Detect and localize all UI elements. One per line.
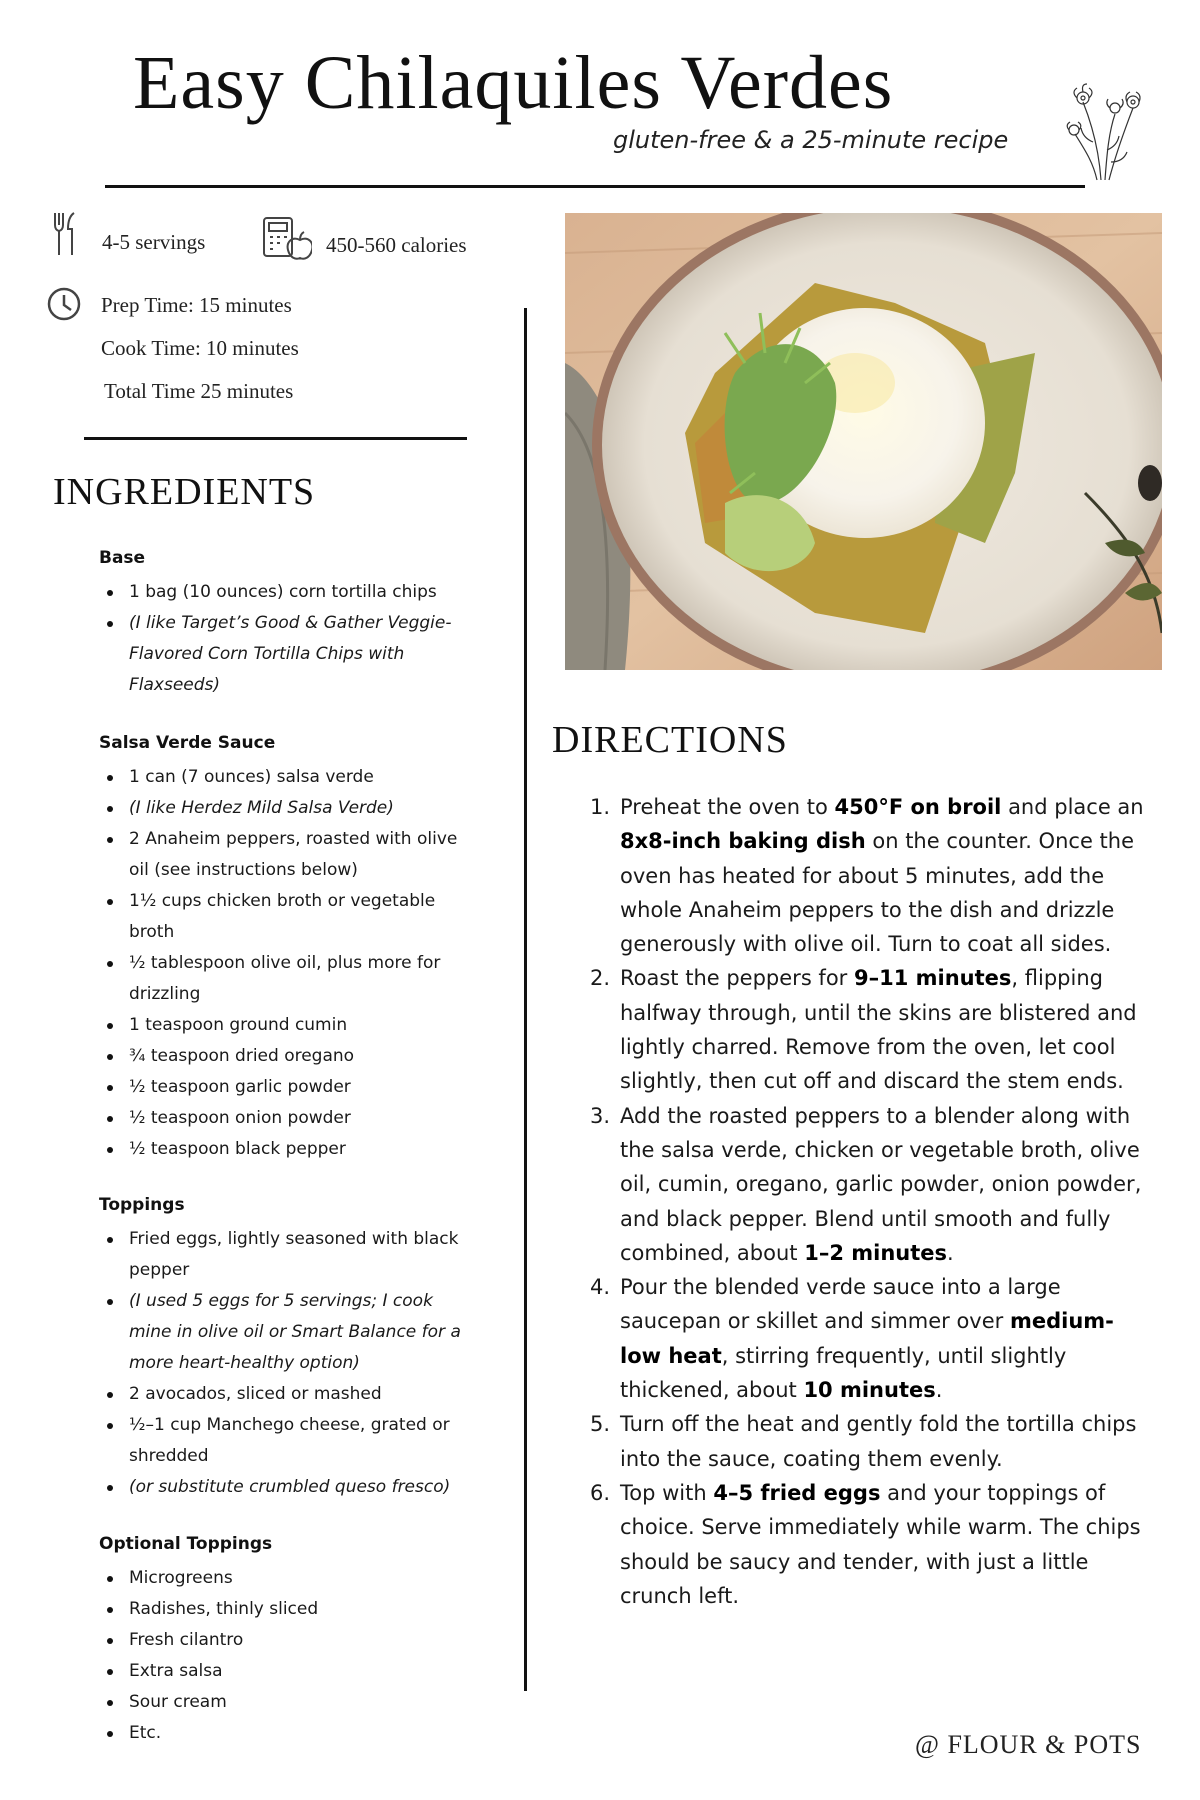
calculator-apple-icon: [262, 216, 312, 262]
step-emphasis: 450°F on broil: [834, 795, 1002, 819]
ingredient-item: Fresh cilantro: [99, 1625, 479, 1656]
direction-step: [590, 1407, 1150, 1476]
step-text: Preheat the oven to: [620, 795, 835, 819]
step-emphasis: 10 minutes: [803, 1378, 936, 1403]
ingredient-group: [99, 547, 479, 701]
ingredient-item: ½ tablespoon olive oil, plus more for drizzling: [99, 948, 479, 1010]
direction-step: [590, 961, 1150, 1098]
ingredient-group: [99, 1194, 479, 1503]
step-text: Roast the peppers for: [620, 966, 854, 991]
ingredient-note: (I used 5 eggs for 5 servings; I cook mine in olive oil or Smart Balance for a more heart-healthy option): [99, 1286, 479, 1379]
recipe-subtitle: gluten-free & a 25-minute recipe: [613, 126, 1009, 154]
ingredient-items: [99, 577, 479, 701]
ingredients-heading: INGREDIENTS: [53, 471, 316, 513]
ingredient-item: ½ teaspoon onion powder: [99, 1103, 479, 1134]
ingredient-item: ½–1 cup Manchego cheese, grated or shredded: [99, 1410, 479, 1472]
step-text: , flipping halfway through, until the skins are blistered and lightly charred. Remove from the oven, let cool slightly, then cut off and discard the stem ends.: [620, 966, 1137, 1094]
column-divider: [524, 308, 527, 1691]
clock-icon: [46, 286, 82, 322]
directions-list: [590, 790, 1150, 1613]
direction-step: [590, 1476, 1150, 1613]
brand-credit: @ FLOUR & POTS: [915, 1730, 1142, 1759]
step-emphasis: 4–5 fried eggs: [713, 1480, 881, 1505]
ingredient-group-title: Salsa Verde Sauce: [99, 733, 276, 753]
ingredient-item: Etc.: [99, 1718, 479, 1749]
ingredient-items: [99, 762, 479, 1165]
fork-knife-icon: [52, 211, 78, 257]
chilaquiles-photo: [565, 213, 1162, 670]
step-number: 2.: [590, 966, 611, 991]
ingredient-item: 1 teaspoon ground cumin: [99, 1010, 479, 1041]
ingredient-item: 2 avocados, sliced or mashed: [99, 1379, 479, 1410]
ingredient-item: ¾ teaspoon dried oregano: [99, 1041, 479, 1072]
direction-step: [590, 1270, 1150, 1407]
direction-step: [590, 790, 1150, 961]
step-text: Top with: [620, 1480, 714, 1505]
step-text: and place an: [1001, 795, 1144, 819]
meta-divider: [84, 437, 467, 440]
step-number: 6.: [590, 1480, 611, 1505]
step-text: on the counter. Once the oven has heated for about 5 minutes, add the whole Anaheim peppers to the dish and drizzle generously with olive oil. Turn to coat all sides.: [620, 829, 1135, 957]
ingredient-item: ½ teaspoon garlic powder: [99, 1072, 479, 1103]
ingredient-item: ½ teaspoon black pepper: [99, 1134, 479, 1165]
ingredient-item: Microgreens: [99, 1563, 479, 1594]
step-emphasis: 1–2 minutes: [804, 1240, 947, 1265]
ingredient-group-title: Toppings: [99, 1195, 185, 1215]
ingredient-note: (I like Herdez Mild Salsa Verde): [99, 793, 479, 824]
ingredient-group-title: Base: [99, 548, 146, 568]
step-emphasis: 8x8-inch baking dish: [620, 829, 866, 854]
calories-text: 450-560 calories: [326, 233, 467, 257]
directions-heading: DIRECTIONS: [552, 719, 788, 761]
step-number: 3.: [590, 1103, 611, 1128]
ingredient-note: (I like Target’s Good & Gather Veggie-Flavored Corn Tortilla Chips with Flaxseeds): [99, 608, 479, 701]
direction-step: [590, 1099, 1150, 1270]
ingredient-item: Radishes, thinly sliced: [99, 1594, 479, 1625]
ingredient-item: 1 bag (10 ounces) corn tortilla chips: [99, 577, 479, 608]
servings-text: 4-5 servings: [102, 230, 206, 254]
ingredient-note: (or substitute crumbled queso fresco): [99, 1472, 479, 1503]
step-text: , stirring frequently, until slightly thickened, about: [620, 1343, 1067, 1403]
ingredient-items: [99, 1563, 479, 1749]
ingredient-group: [99, 1533, 479, 1749]
ingredient-item: 1 can (7 ounces) salsa verde: [99, 762, 479, 793]
step-text: Pour the blended verde sauce into a large saucepan or skillet and simmer over: [620, 1275, 1061, 1334]
ingredient-items: [99, 1224, 479, 1503]
ingredient-item: Sour cream: [99, 1687, 479, 1718]
step-emphasis: medium-low heat: [620, 1309, 1114, 1368]
step-text: Turn off the heat and gently fold the tortilla chips into the sauce, coating them evenly.: [620, 1412, 1137, 1471]
ingredient-item: Fried eggs, lightly seasoned with black pepper: [99, 1224, 479, 1286]
prep-time-text: Prep Time: 15 minutes: [101, 293, 292, 317]
ingredient-item: 1½ cups chicken broth or vegetable broth: [99, 886, 479, 948]
cook-time-text: Cook Time: 10 minutes: [101, 336, 299, 360]
step-text: Add the roasted peppers to a blender along with the salsa verde, chicken or vegetable broth, olive oil, cumin, oregano, garlic powder, onion powder, and black pepper. Blend until smooth and fully combined, about: [620, 1103, 1142, 1265]
step-text: .: [935, 1378, 943, 1403]
ingredient-item: Extra salsa: [99, 1656, 479, 1687]
wildflowers-illustration: [1063, 72, 1143, 182]
step-emphasis: 9–11 minutes: [853, 966, 1012, 991]
step-number: 4.: [590, 1275, 611, 1300]
step-text: and your toppings of choice. Serve immediately while warm. The chips should be saucy and tender, with just a little crunch left.: [620, 1480, 1141, 1608]
step-text: .: [947, 1240, 954, 1265]
total-time-text: Total Time 25 minutes: [104, 379, 294, 403]
ingredient-group: [99, 732, 479, 1165]
step-number: 1.: [590, 795, 611, 819]
ingredient-group-title: Optional Toppings: [99, 1534, 273, 1554]
step-number: 5.: [590, 1412, 611, 1437]
recipe-title: Easy Chilaquiles Verdes: [133, 41, 894, 125]
header-divider: [105, 185, 1085, 188]
ingredient-item: 2 Anaheim peppers, roasted with olive oil (see instructions below): [99, 824, 479, 886]
